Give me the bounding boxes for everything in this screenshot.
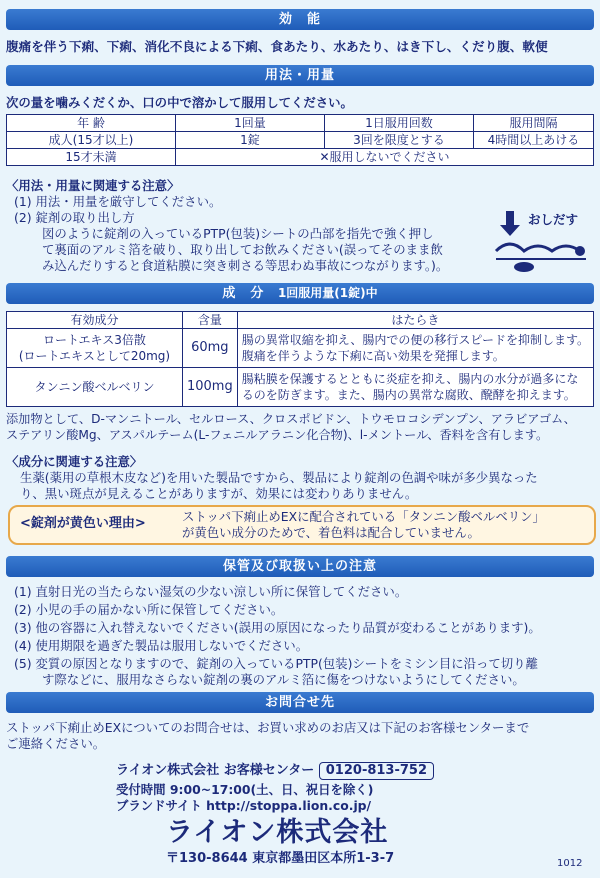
storage-item: (2) 小児の手の届かない所に保管してください。	[14, 602, 284, 617]
ingredients-col-effect: はたらき	[237, 312, 593, 329]
dosage-table	[6, 114, 594, 166]
ingredients-table-header	[7, 312, 594, 329]
table-cell: 成人(15才以上)	[7, 132, 176, 149]
ingredients-col-name: 有効成分	[7, 312, 183, 329]
contact-header: お問合せ先	[6, 692, 594, 713]
dosage-notes-title: 〈用法・用量に関連する注意〉	[6, 178, 180, 193]
company-logo: ライオン株式会社	[166, 817, 389, 848]
storage-item: (5) 変質の原因となりますので、錠剤の入っているPTP(包装)シートをミシン目に沿って切り離	[14, 656, 538, 671]
ingredient-name-line: ロートエキス3倍散	[43, 333, 146, 347]
storage-item: (3) 他の容器に入れ替えないでください(誤用の原因になったり品質が変わることがあります)。	[14, 620, 541, 635]
yellow-reason-label: <錠剤が黄色い理由>	[20, 516, 146, 531]
table-row	[7, 368, 594, 407]
contact-line: ご連絡ください。	[6, 736, 106, 751]
storage-item: す際などに、服用なさらない錠剤の裏のアルミ箔に傷をつけないようにしてください。	[42, 672, 525, 687]
dosage-note-item: (2) 錠剤の取り出し方	[14, 210, 135, 225]
ingredient-name	[7, 329, 183, 368]
ingredient-effect	[237, 329, 593, 368]
dosage-col-interval: 服用間隔	[474, 115, 594, 132]
push-out-label: おしだす	[528, 212, 579, 227]
dosage-note-line: み込んだりすると食道粘膜に突き刺さる等思わぬ事故につながります。)。	[42, 258, 449, 273]
ingredient-amount: 60mg	[182, 329, 237, 368]
dosage-col-age: 年 齢	[7, 115, 176, 132]
table-row	[7, 132, 594, 149]
table-cell: ✕服用しないでください	[176, 149, 594, 166]
efficacy-header: 効 能	[6, 9, 594, 30]
ingredient-amount: 100mg	[182, 368, 237, 407]
ingredient-notes-line: 生薬(薬用の草根木皮など)を用いた製品ですから、製品により錠剤の色調や味が多少異なった	[20, 470, 538, 485]
dosage-col-times: 1日服用回数	[325, 115, 474, 132]
dosage-table-header	[7, 115, 594, 132]
ingredient-effect-line: 腸粘膜を保護するとともに炎症を抑え、腸内の水分が過多にな	[241, 372, 579, 386]
yellow-reason-box	[8, 505, 596, 545]
ingredients-title: 成 分	[222, 286, 265, 301]
document-code: 1012	[557, 858, 583, 869]
ingredient-effect-line: 腸の異常収縮を抑え、腸内での便の移行スピードを抑制します。	[241, 333, 589, 347]
brand-site: ブランドサイト http://stoppa.lion.co.jp/	[116, 798, 372, 813]
customer-center-name: ライオン株式会社 お客様センター	[116, 763, 315, 778]
table-cell: 4時間以上あける	[474, 132, 594, 149]
company-address: 〒130-8644 東京都墨田区本所1-3-7	[166, 851, 395, 866]
table-row	[7, 149, 594, 166]
ingredient-name: タンニン酸ベルベリン	[7, 368, 183, 407]
contact-line: ストッパ下痢止めEXについてのお問合せは、お買い求めのお店又は下記のお客様センターまで	[6, 720, 530, 735]
additives-line: ステアリン酸Mg、アスパルテーム(L-フェニルアラニン化合物)、l-メントール、香料を含有します。	[6, 428, 549, 442]
storage-header: 保管及び取扱い上の注意	[6, 556, 594, 577]
push-out-illustration	[492, 207, 592, 277]
storage-item: (1) 直射日光の当たらない湿気の少ない涼しい所に保管してください。	[14, 584, 408, 599]
dosage-col-dose: 1回量	[176, 115, 325, 132]
ingredient-effect	[237, 368, 593, 407]
ingredients-header	[6, 283, 594, 304]
ingredients-col-amount: 含量	[182, 312, 237, 329]
dosage-note-item: (1) 用法・用量を厳守してください。	[14, 194, 222, 209]
table-row	[7, 329, 594, 368]
dosage-note-line: 図のように錠剤の入っているPTP(包装)シートの凸部を指先で強く押し	[42, 226, 434, 241]
reception-hours: 受付時間 9:00~17:00(土、日、祝日を除く)	[116, 782, 374, 797]
yellow-reason-line: ストッパ下痢止めEXに配合されている「タンニン酸ベルベリン」	[182, 509, 545, 524]
table-cell: 15才未満	[7, 149, 176, 166]
ingredient-effect-line: 腹痛を伴うような下痢に高い効果を発揮します。	[241, 349, 505, 363]
ingredient-name-line: (ロートエキスとして20mg)	[18, 349, 171, 363]
storage-item: (4) 使用期限を過ぎた製品は服用しないでください。	[14, 638, 309, 653]
dosage-intro: 次の量を噛みくだくか、口の中で溶かして服用してください。	[6, 95, 353, 110]
ingredient-notes-title: 〈成分に関連する注意〉	[6, 454, 143, 469]
table-cell: 1錠	[176, 132, 325, 149]
yellow-reason-line: が黄色い成分のためで、着色料は配合していません。	[182, 525, 480, 540]
dosage-header: 用法・用量	[6, 65, 594, 86]
ingredient-effect-line: るのを防ぎます。また、腸内の異常な腐敗、醗酵を抑えます。	[241, 388, 576, 402]
ingredient-notes-line: り、黒い斑点が見えることがありますが、効果には変わりありません。	[20, 486, 418, 501]
table-cell: 3回を限度とする	[325, 132, 474, 149]
ingredients-table	[6, 311, 594, 407]
phone-number: 0120-813-752	[319, 762, 434, 780]
ingredients-subtitle: 1回服用量(1錠)中	[277, 286, 378, 300]
additives-line: 添加物として、D-マンニトール、セルロース、クロスポビドン、トウモロコシデンプン、アラビアゴム、	[6, 412, 576, 426]
customer-center	[116, 762, 434, 780]
efficacy-text: 腹痛を伴う下痢、下痢、消化不良による下痢、食あたり、水あたり、はき下し、くだり腹、軟便	[6, 39, 548, 54]
dosage-note-line: て裏面のアルミ箔を破り、取り出してお飲みください(誤ってそのまま飲	[42, 242, 443, 257]
